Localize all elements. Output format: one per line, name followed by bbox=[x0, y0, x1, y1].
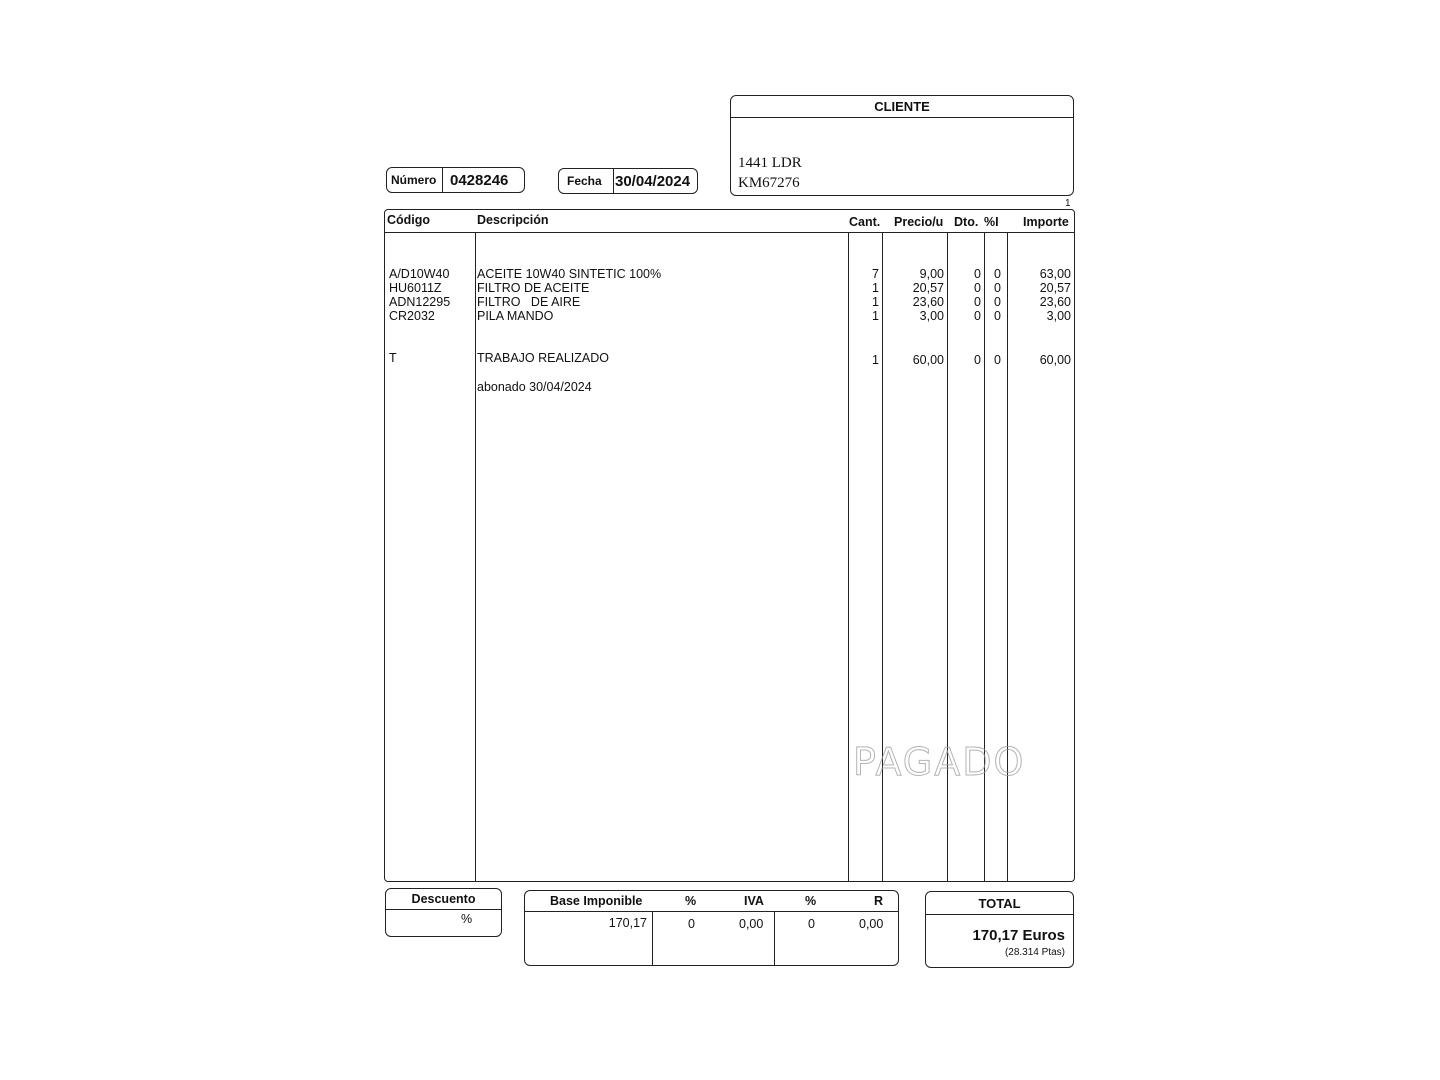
numero-divider bbox=[442, 168, 443, 192]
header-cant: Cant. bbox=[849, 215, 881, 229]
row-descripcion: TRABAJO REALIZADO bbox=[477, 351, 609, 365]
row-iva: 0 bbox=[994, 281, 1001, 295]
pct2-value: 0 bbox=[808, 917, 815, 931]
row-descripcion: FILTRO DE ACEITE bbox=[477, 281, 590, 295]
header-codigo: Código bbox=[387, 213, 431, 227]
table-row bbox=[385, 351, 1074, 365]
row-importe: 23,60 bbox=[1039, 295, 1071, 309]
base-col-divider-1 bbox=[652, 911, 653, 965]
row-dto: 0 bbox=[974, 295, 981, 309]
row-dto: 0 bbox=[974, 281, 981, 295]
row-codigo: ADN12295 bbox=[389, 295, 451, 309]
r-value: 0,00 bbox=[859, 917, 884, 931]
table-row bbox=[385, 295, 1074, 309]
total-box bbox=[925, 891, 1074, 968]
row-cant: 1 bbox=[872, 309, 879, 323]
row-cant: 1 bbox=[872, 353, 879, 367]
fecha-divider bbox=[613, 169, 614, 193]
header-descripcion: Descripción bbox=[477, 213, 549, 227]
r-header: R bbox=[874, 894, 884, 908]
row-precio: 60,00 bbox=[912, 353, 944, 367]
cliente-header: CLIENTE bbox=[874, 99, 930, 114]
cliente-header-divider bbox=[731, 117, 1073, 118]
table-row bbox=[385, 281, 1074, 295]
row-codigo: A/D10W40 bbox=[389, 267, 450, 281]
row-importe: 20,57 bbox=[1039, 281, 1071, 295]
fecha-label: Fecha bbox=[567, 174, 602, 188]
row-importe: 60,00 bbox=[1039, 353, 1071, 367]
fecha-box bbox=[558, 168, 698, 194]
row-importe: 3,00 bbox=[1046, 309, 1071, 323]
row-codigo: CR2032 bbox=[389, 309, 435, 323]
cliente-line1: 1441 LDR bbox=[738, 155, 802, 171]
row-dto: 0 bbox=[974, 353, 981, 367]
paid-stamp: PAGADO bbox=[853, 740, 1026, 784]
row-importe: 63,00 bbox=[1039, 267, 1071, 281]
base-col-divider-2 bbox=[774, 911, 775, 965]
total-divider bbox=[926, 914, 1073, 915]
total-value: 170,17 Euros bbox=[972, 927, 1065, 944]
row-precio: 9,00 bbox=[919, 267, 944, 281]
total-label: TOTAL bbox=[978, 896, 1021, 911]
row-precio: 23,60 bbox=[912, 295, 944, 309]
base-header: Base Imponible bbox=[550, 894, 643, 908]
row-dto: 0 bbox=[974, 309, 981, 323]
page-number: 1 bbox=[1065, 198, 1071, 209]
total-ptas: (28.314 Ptas) bbox=[1004, 947, 1065, 958]
row-cant: 7 bbox=[872, 267, 879, 281]
cliente-box bbox=[730, 95, 1074, 196]
row-iva: 0 bbox=[994, 309, 1001, 323]
numero-box bbox=[386, 167, 525, 193]
pct1-header: % bbox=[685, 894, 697, 908]
row-codigo: T bbox=[389, 351, 397, 365]
col-divider-2 bbox=[848, 232, 849, 881]
row-descripcion: ACEITE 10W40 SINTETIC 100% bbox=[477, 267, 662, 281]
iva-value: 0,00 bbox=[739, 917, 764, 931]
descuento-pct: % bbox=[461, 912, 473, 926]
note-text: abonado 30/04/2024 bbox=[477, 380, 592, 394]
base-header-divider bbox=[525, 911, 898, 912]
table-row bbox=[385, 267, 1074, 281]
numero-value: 0428246 bbox=[450, 172, 509, 189]
header-dto: Dto. bbox=[954, 215, 979, 229]
table-row bbox=[385, 309, 1074, 323]
row-iva: 0 bbox=[994, 353, 1001, 367]
row-precio: 20,57 bbox=[912, 281, 944, 295]
fecha-value: 30/04/2024 bbox=[615, 173, 691, 190]
row-descripcion: PILA MANDO bbox=[477, 309, 554, 323]
descuento-label: Descuento bbox=[411, 892, 476, 906]
pct2-header: % bbox=[805, 894, 817, 908]
header-precio: Precio/u bbox=[894, 215, 944, 229]
items-table bbox=[384, 209, 1075, 882]
row-iva: 0 bbox=[994, 267, 1001, 281]
row-precio: 3,00 bbox=[919, 309, 944, 323]
base-box bbox=[524, 890, 899, 966]
cliente-line2: KM67276 bbox=[738, 175, 800, 191]
row-dto: 0 bbox=[974, 267, 981, 281]
header-divider bbox=[385, 232, 1074, 233]
row-cant: 1 bbox=[872, 281, 879, 295]
pct1-value: 0 bbox=[688, 917, 695, 931]
base-value: 170,17 bbox=[608, 916, 647, 930]
row-codigo: HU6011Z bbox=[389, 281, 442, 295]
descuento-divider bbox=[386, 909, 501, 910]
iva-header: IVA bbox=[744, 894, 764, 908]
row-cant: 1 bbox=[872, 295, 879, 309]
col-divider-1 bbox=[475, 232, 476, 881]
numero-label: Número bbox=[391, 173, 437, 187]
row-iva: 0 bbox=[994, 295, 1001, 309]
descuento-box bbox=[385, 888, 502, 937]
header-importe: Importe bbox=[1023, 215, 1069, 229]
header-pct: %I bbox=[984, 215, 999, 229]
row-descripcion: FILTRO DE AIRE bbox=[477, 295, 581, 309]
